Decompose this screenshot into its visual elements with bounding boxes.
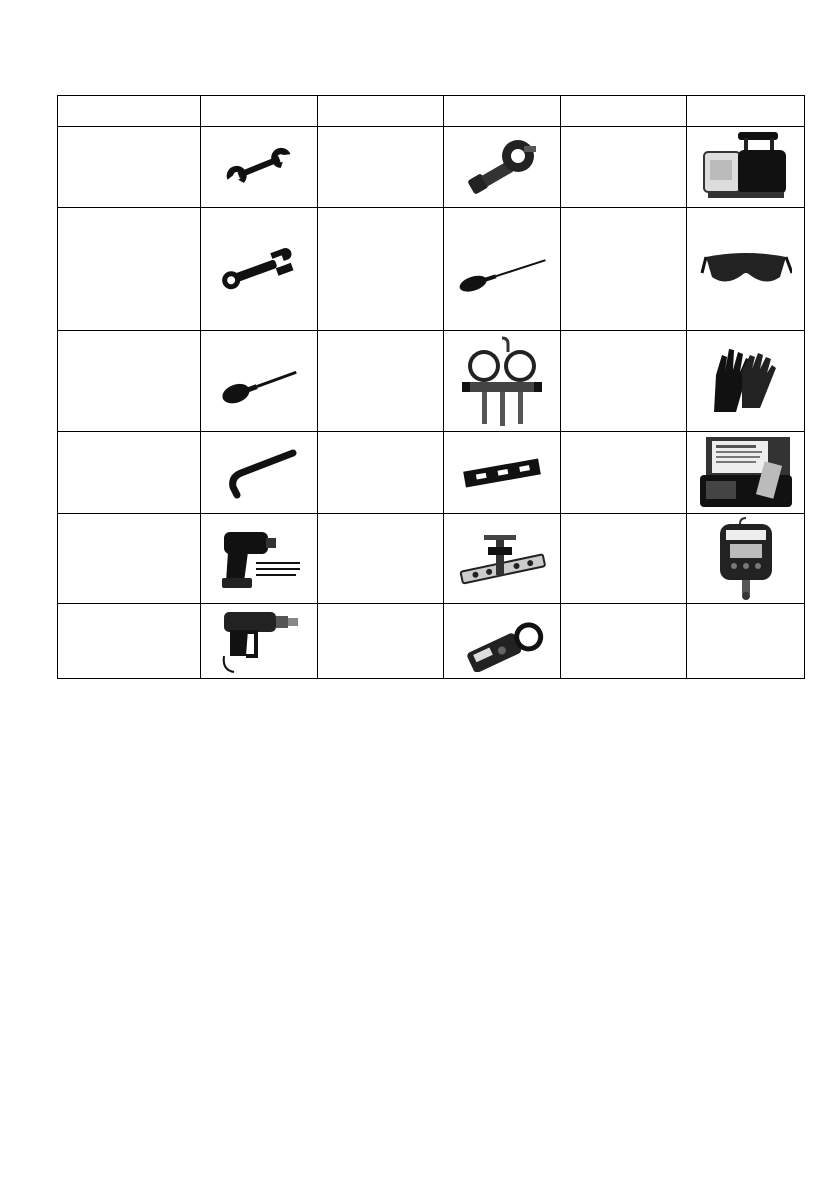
tool-image-cell: [687, 208, 805, 331]
table-row: [58, 208, 805, 331]
tool-name-cell: [318, 514, 444, 604]
open-end-wrench-icon: [219, 147, 299, 187]
adjustable-wrench-icon: [217, 244, 301, 294]
tool-image-cell: [687, 127, 805, 208]
cordless-drill-icon: [214, 526, 304, 592]
tool-image-cell: [687, 514, 805, 604]
flaring-tool-icon: [454, 529, 550, 589]
vacuum-pump-icon: [698, 128, 794, 206]
tool-name-cell: [58, 127, 201, 208]
tool-name-cell: [58, 514, 201, 604]
tool-image-cell: [444, 208, 561, 331]
tool-image-cell: [201, 604, 318, 679]
tool-name-cell: [318, 127, 444, 208]
flathead-screwdriver-icon: [452, 244, 552, 294]
tool-name-cell: [58, 331, 201, 432]
table-row: [58, 432, 805, 514]
tool-name-cell: [318, 604, 444, 679]
tool-name-cell: [561, 604, 687, 679]
tool-name-cell: [58, 208, 201, 331]
tool-name-cell: [318, 432, 444, 514]
header-cell-5: [561, 96, 687, 127]
header-cell-1: [58, 96, 201, 127]
tool-name-cell: [561, 127, 687, 208]
screwdriver-icon: [217, 357, 301, 405]
header-cell-4: [444, 96, 561, 127]
hex-key-icon: [219, 445, 299, 501]
safety-glasses-icon: [700, 247, 792, 291]
work-gloves-icon: [706, 341, 786, 421]
manifold-gauge-icon: [460, 334, 544, 428]
tool-image-cell: [687, 604, 805, 679]
tool-image-cell: [201, 514, 318, 604]
tool-image-cell: [444, 127, 561, 208]
tool-name-cell: [561, 514, 687, 604]
header-cell-2: [201, 96, 318, 127]
tool-name-cell: [318, 331, 444, 432]
table-row: [58, 514, 805, 604]
table-header-row: [58, 96, 805, 127]
tool-name-cell: [561, 432, 687, 514]
table-row: [58, 127, 805, 208]
tool-name-cell: [561, 208, 687, 331]
refrigerant-scale-icon: [706, 516, 786, 602]
tool-image-cell: [444, 331, 561, 432]
tool-image-cell: [201, 127, 318, 208]
tool-image-cell: [687, 432, 805, 514]
tool-image-cell: [687, 331, 805, 432]
tool-name-cell: [561, 331, 687, 432]
table-row: [58, 604, 805, 679]
tool-name-cell: [318, 208, 444, 331]
tools-table: [57, 95, 805, 679]
table-row: [58, 331, 805, 432]
clamp-meter-icon: [460, 610, 544, 672]
tool-image-cell: [444, 514, 561, 604]
tool-name-cell: [58, 432, 201, 514]
tool-name-cell: [58, 604, 201, 679]
tube-cutter-icon: [462, 132, 542, 202]
tool-image-cell: [201, 432, 318, 514]
header-cell-3: [318, 96, 444, 127]
tool-image-cell: [444, 432, 561, 514]
tool-image-cell: [201, 208, 318, 331]
tool-case-icon: [696, 435, 796, 511]
header-cell-6: [687, 96, 805, 127]
tool-image-cell: [444, 604, 561, 679]
hammer-drill-icon: [216, 606, 302, 676]
tool-image-cell: [201, 331, 318, 432]
spirit-level-icon: [460, 453, 544, 493]
